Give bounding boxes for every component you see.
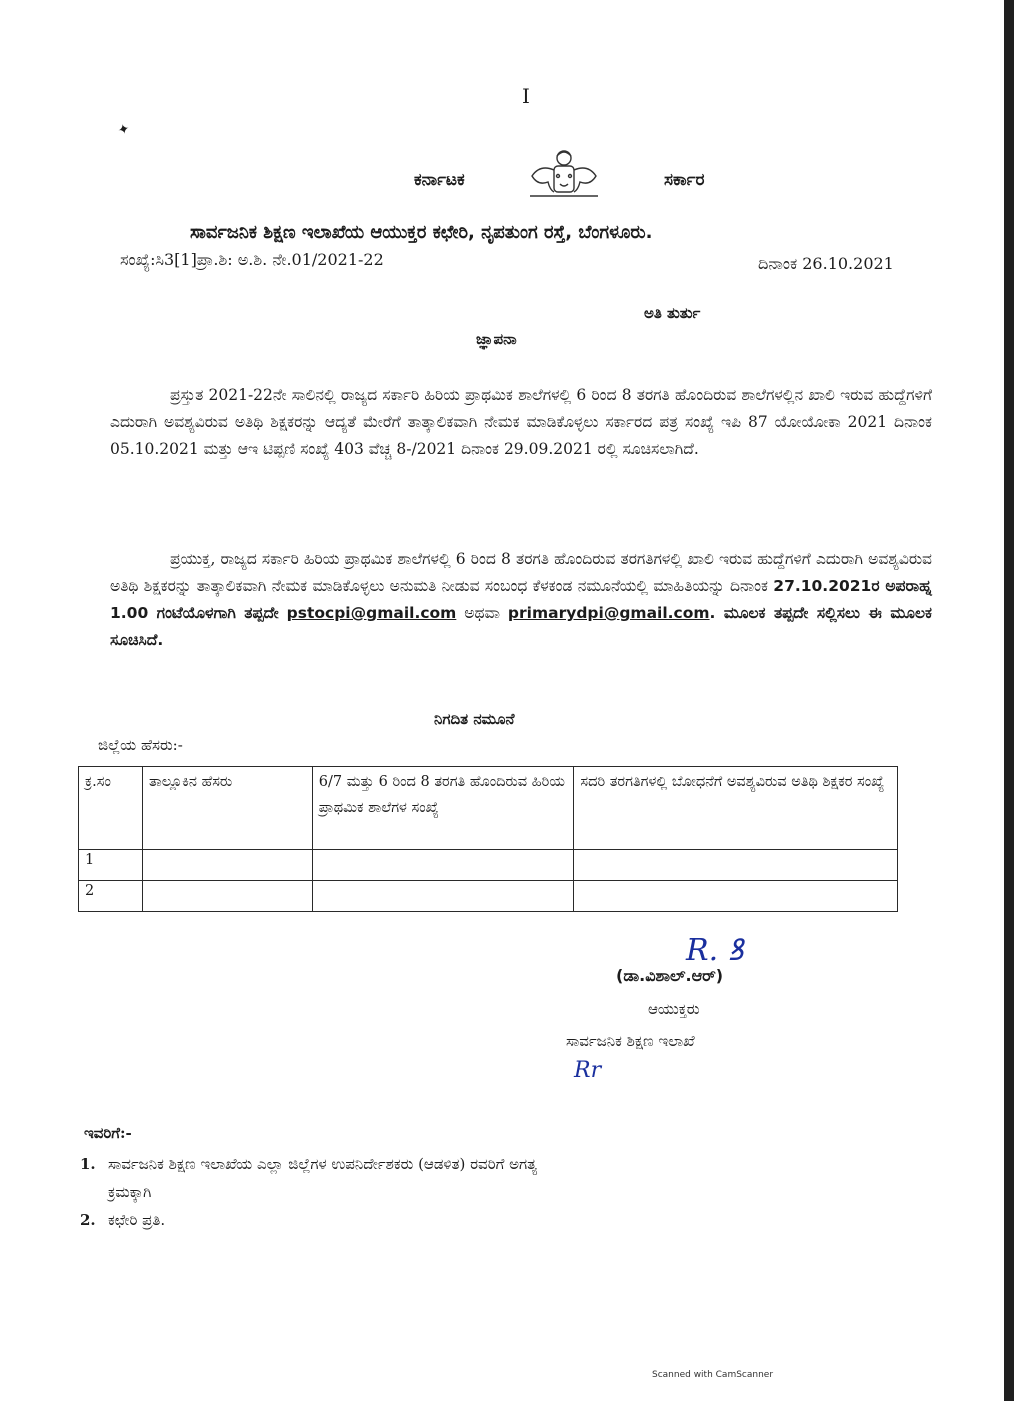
table-cell	[142, 850, 312, 881]
table-cell	[312, 881, 574, 912]
list-item-number: 1.	[80, 1155, 96, 1173]
paragraph-2	[110, 546, 932, 654]
table-header-row	[79, 767, 898, 850]
letter-date: ದಿನಾಂಕ 26.10.2021	[758, 254, 894, 273]
table-row	[79, 850, 898, 881]
paragraph-1-text: ಪ್ರಸ್ತುತ 2021-22ನೇ ಸಾಲಿನಲ್ಲಿ ರಾಜ್ಯದ ಸರ್ಕಾರಿ ಹಿರಿಯ ಪ್ರಾಥಮಿಕ ಶಾಲೆಗಳಲ್ಲಿ 6 ರಿಂದ 8 ತರಗತಿ ಹೊಂದಿರುವ ಶಾಲೆಗಳಲ್ಲಿನ ಖಾಲಿ ಇರುವ ಹುದ್ದೆಗಳಿಗೆ ಎದುರಾಗಿ ಅವಶ್ಯವಿರುವ ಅತಿಥಿ ಶಿಕ್ಷಕರನ್ನು ಆದ್ಯತೆ ಮೇರೆಗೆ ತಾತ್ಕಾಲಿಕವಾಗಿ ನೇಮಕ ಮಾಡಿಕೊಳ್ಳಲು ಸರ್ಕಾರದ ಪತ್ರ ಸಂಖ್ಯೆ ಇಪಿ 87 ಯೋಯೋಕಾ 2021 ದಿನಾಂಕ 05.10.2021 ಮತ್ತು ಆಇ ಟಿಪ್ಪಣಿ ಸಂಖ್ಯೆ 403 ವೆಚ್ಚ 8-/2021 ದಿನಾಂಕ 29.09.2021 ರಲ್ಲಿ ಸೂಚಿಸಲಾಗಿದೆ.	[110, 386, 932, 458]
paragraph-1	[110, 382, 932, 463]
signature: R. ꝸ	[686, 933, 744, 968]
paragraph-2-text: ಪ್ರಯುಕ್ತ, ರಾಜ್ಯದ ಸರ್ಕಾರಿ ಹಿರಿಯ ಪ್ರಾಥಮಿಕ ಶಾಲೆಗಳಲ್ಲಿ 6 ರಿಂದ 8 ತರಗತಿ ಹೊಂದಿರುವ ತರಗತಿಗಳಲ್ಲಿ ಖಾಲಿ ಇರುವ ಹುದ್ದೆಗಳಿಗೆ ಎದುರಾಗಿ ಅವಶ್ಯವಿರುವ ಅತಿಥಿ ಶಿಕ್ಷಕರನ್ನು ತಾತ್ಕಾಲಿಕವಾಗಿ ನೇಮಕ ಮಾಡಿಕೊಳ್ಳಲು ಅನುಮತಿ ನೀಡುವ ಸಂಬಂಧ ಕೆಳಕಂಡ ನಮೂನೆಯಲ್ಲಿ ಮಾಹಿತಿಯನ್ನು ದಿನಾಂಕ	[110, 550, 932, 595]
table-cell	[574, 850, 898, 881]
initials: Rr	[574, 1058, 602, 1083]
list-item-continuation: ಕ್ರಮಕ್ಕಾಗಿ	[108, 1183, 152, 1201]
prescribed-form-table	[78, 766, 898, 912]
table-cell: 1	[79, 850, 143, 881]
header-karnataka: ಕರ್ನಾಟಕ	[414, 170, 465, 190]
table-row	[79, 881, 898, 912]
page-number: I	[522, 84, 530, 108]
scan-edge	[1004, 0, 1014, 1401]
reference-number: ಸಂಖ್ಯೆ:ಸಿ3[1]ಪ್ರಾ.ಶಿ: ಅ.ಶಿ. ನೇ.01/2021-22	[120, 250, 384, 269]
state-emblem-icon	[524, 146, 604, 204]
signatory-title: ಆಯುಕ್ತರು	[648, 1000, 700, 1018]
table-cell	[574, 881, 898, 912]
signatory-name: (ಡಾ.ವಿಶಾಲ್.ಆರ್)	[616, 966, 724, 985]
column-header-teachers: ಸದರಿ ತರಗತಿಗಳಲ್ಲಿ ಬೋಧನೆಗೆ ಅವಶ್ಯವಿರುವ ಅತಿಥಿ ಶಿಕ್ಷಕರ ಸಂಖ್ಯೆ	[574, 767, 898, 850]
column-header-serial: ಕ್ರ.ಸಂ	[79, 767, 143, 850]
memo-heading: ಜ್ಞಾಪನಾ	[476, 330, 517, 348]
recipients-list	[80, 1150, 920, 1234]
list-item-text: ಸಾರ್ವಜನಿಕ ಶಿಕ್ಷಣ ಇಲಾಖೆಯ ಎಲ್ಲಾ ಜಿಲ್ಲೆಗಳ ಉಪನಿರ್ದೇಶಕರು (ಆಡಳಿತ) ರವರಿಗೆ ಅಗತ್ಯ	[108, 1155, 538, 1173]
form-title: ನಿಗದಿತ ನಮೂನೆ	[434, 710, 515, 728]
list-item-text: ಕಛೇರಿ ಪ್ರತಿ.	[108, 1211, 166, 1229]
deadline-text: 27.10.2021ರ ಅಪರಾಹ್ನ 1.00 ಗಂಟೆಯೊಳಗಾಗಿ ತಪ್ಪದೇ	[110, 577, 932, 622]
table-cell	[312, 850, 574, 881]
or-text: ಅಥವಾ	[464, 604, 500, 622]
office-address: ಸಾರ್ವಜನಿಕ ಶಿಕ್ಷಣ ಇಲಾಖೆಯ ಆಯುಕ್ತರ ಕಛೇರಿ, ನೃಪತುಂಗ ರಸ್ತೆ, ಬೆಂಗಳೂರು.	[190, 222, 653, 243]
ink-mark: ✦	[116, 120, 132, 140]
table-cell	[142, 881, 312, 912]
column-header-taluk: ತಾಲ್ಲೂಕಿನ ಹೆಸರು	[142, 767, 312, 850]
email-pstocpi[interactable]: pstocpi@gmail.com	[286, 604, 457, 622]
email-primarydpi[interactable]: primarydpi@gmail.com	[507, 604, 710, 622]
signatory-department: ಸಾರ್ವಜನಿಕ ಶಿಕ್ಷಣ ಇಲಾಖೆ	[566, 1032, 695, 1050]
column-header-schools: 6/7 ಮತ್ತು 6 ರಿಂದ 8 ತರಗತಿ ಹೊಂದಿರುವ ಹಿರಿಯ ಪ್ರಾಥಮಿಕ ಶಾಲೆಗಳ ಸಂಖ್ಯೆ	[312, 767, 574, 850]
recipients-label: ಇವರಿಗೆ:-	[84, 1124, 132, 1142]
list-item-number: 2.	[80, 1211, 96, 1229]
table-cell: 2	[79, 881, 143, 912]
list-item	[80, 1150, 920, 1178]
header-sarkara: ಸರ್ಕಾರ	[664, 170, 705, 190]
list-item	[80, 1206, 920, 1234]
district-name-label: ಜಿಲ್ಲೆಯ ಹೆಸರು:-	[98, 736, 183, 754]
scanner-watermark: Scanned with CamScanner	[652, 1370, 774, 1380]
paragraph-2-end: . ಮೂಲಕ ತಪ್ಪದೇ ಸಲ್ಲಿಸಲು ಈ ಮೂಲಕ ಸೂಚಿಸಿದೆ.	[110, 604, 932, 649]
urgent-label: ಅತಿ ತುರ್ತು	[644, 304, 701, 322]
